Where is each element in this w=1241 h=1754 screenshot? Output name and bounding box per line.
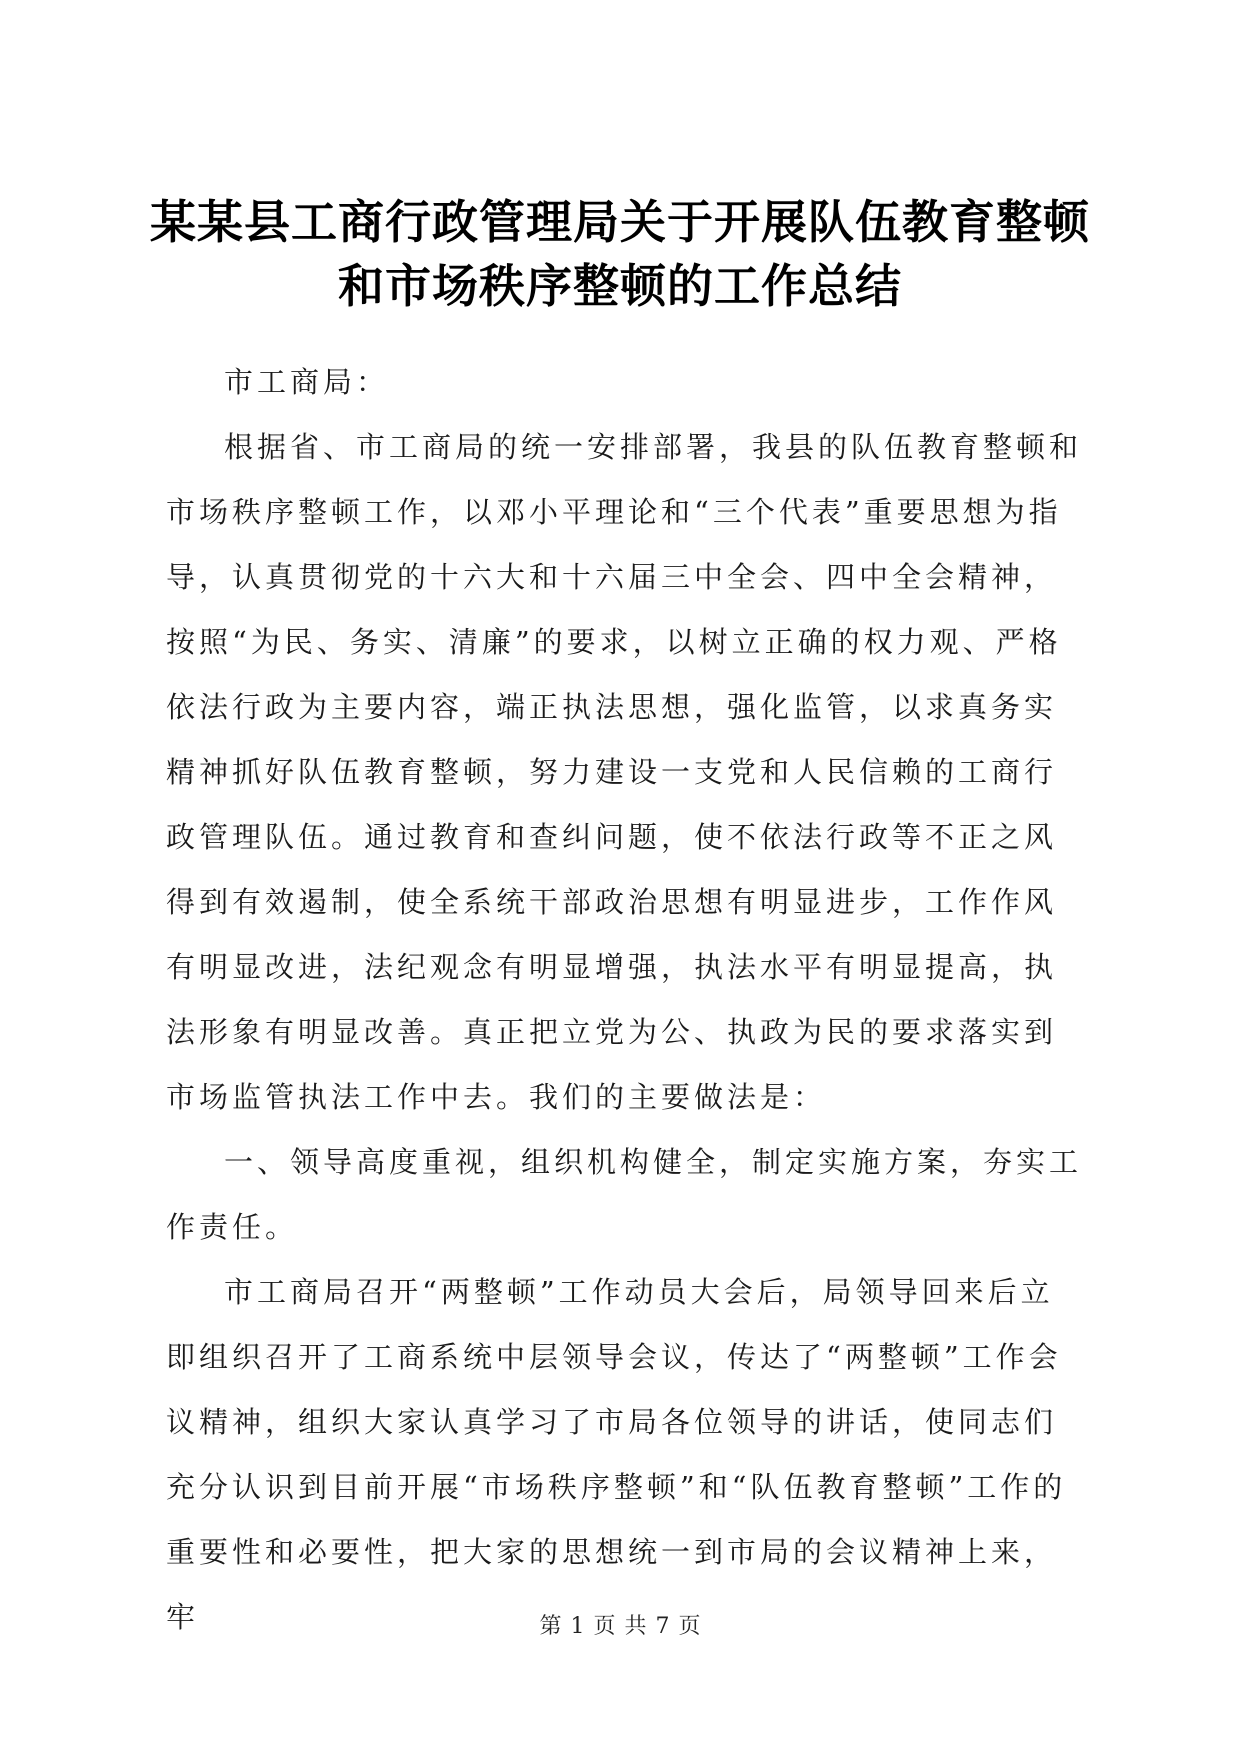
paragraph-intro: 根据省、市工商局的统一安排部署，我县的队伍教育整顿和市场秩序整顿工作，以邓小平理论和“三个代表”重要思想为指导，认真贯彻党的十六大和十六届三中全会、四中全会精神，按照“为民、务实、清廉”的要求，以树立正确的权力观、严格依法行政为主要内容，端正执法思想，强化监管，以求真务实精神抓好队伍教育整顿，努力建设一支党和人民信赖的工商行政管理队伍。通过教育和查纠问题，使不依法行政等不正之风得到有效遏制，使全系统干部政治思想有明显进步，工作作风有明显改进，法纪观念有明显增强，执法水平有明显提高，执法形象有明显改善。真正把立党为公、执政为民的要求落实到市场监管执法工作中去。我们的主要做法是： [166, 430, 1083, 1114]
paragraph-section-body-1: 市工商局召开“两整顿”工作动员大会后，局领导回来后立即组织召开了工商系统中层领导会议，传达了“两整顿”工作会议精神，组织大家认真学习了市局各位领导的讲话，使同志们充分认识到目前开展“市场秩序整顿”和“队伍教育整顿”工作的重要性和必要性，把大家的思想统一到市局的会议精神上来，牢 [166, 1275, 1067, 1634]
page-footer [0, 1612, 1241, 1642]
document-title [150, 190, 1090, 318]
paragraph-section-heading-1: 一、领导高度重视，组织机构健全，制定实施方案，夯实工作责任。 [166, 1145, 1083, 1244]
page-indicator: 第 1 页 共 7 页 [539, 1614, 702, 1639]
salutation: 市工商局： [224, 365, 390, 399]
document-body [166, 350, 1086, 1650]
title-line-2: 和市场秩序整顿的工作总结 [338, 259, 902, 313]
title-line-1: 某某县工商行政管理局关于开展队伍教育整顿 [150, 195, 1090, 249]
